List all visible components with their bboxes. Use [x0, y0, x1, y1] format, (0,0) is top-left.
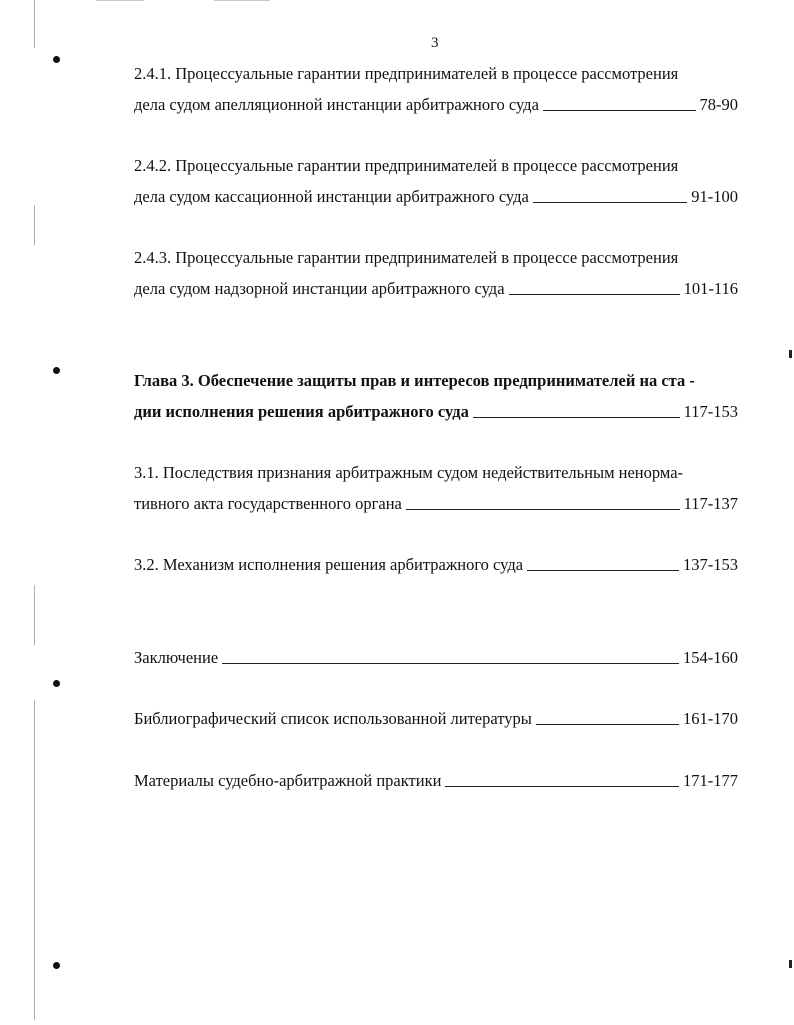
toc-entry-2-4-2-line2: дела судом кассационной инстанции арбитражного суда [134, 187, 529, 206]
toc-chapter-3-line2: дии исполнения решения арбитражного суда [134, 402, 469, 421]
punch-hole-mark [53, 680, 60, 687]
scan-artifact-margin-line [34, 700, 35, 1020]
toc-entry-2-4-1-line2: дела судом апелляционной инстанции арбитражного суда [134, 95, 539, 114]
toc-entry-3-1 [134, 494, 738, 514]
toc-entry-3-1-pages: 117-137 [683, 494, 738, 513]
leader-line [509, 293, 680, 295]
toc-entry-conclusion-pages: 154-160 [683, 648, 738, 667]
leader-line [536, 723, 679, 725]
leader-line [527, 569, 679, 571]
scan-artifact-top-line [214, 0, 270, 1]
toc-entry-2-4-3-line1: 2.4.3. Процессуальные гарантии предпринимателей в процессе рассмотрения [134, 248, 679, 267]
toc-entry-bibliography-pages: 161-170 [683, 709, 738, 728]
toc-entry-case-materials-pages: 171-177 [683, 771, 738, 790]
toc-entry-2-4-2-pages: 91-100 [691, 187, 738, 206]
toc-entry-3-2 [134, 555, 738, 575]
punch-hole-mark [53, 962, 60, 969]
leader-line [473, 416, 680, 418]
toc-entry-conclusion [134, 648, 738, 668]
toc-entry-bibliography-title: Библиографический список использованной литературы [134, 709, 532, 728]
leader-line [222, 662, 679, 664]
toc-chapter-3-pages: 117-153 [683, 402, 738, 421]
scan-artifact-edge-mark [789, 960, 792, 968]
toc-entry-3-2-pages: 137-153 [683, 555, 738, 574]
toc-entry-2-4-2 [134, 187, 738, 207]
page-number: 3 [431, 35, 439, 51]
scan-artifact-top-line [96, 0, 144, 1]
punch-hole-mark [53, 367, 60, 374]
punch-hole-mark [53, 56, 60, 63]
toc-entry-3-2-title: 3.2. Механизм исполнения решения арбитражного суда [134, 555, 524, 574]
toc-entry-case-materials-title: Материалы судебно-арбитражной практики [134, 771, 442, 790]
toc-chapter-3-line1: Глава 3. Обеспечение защиты прав и интересов предпринимателей на ста - [134, 371, 695, 390]
leader-line [543, 109, 696, 111]
toc-chapter-3 [134, 402, 738, 422]
leader-line [445, 785, 679, 787]
toc-entry-2-4-3-line2: дела судом надзорной инстанции арбитражного суда [134, 279, 505, 298]
toc-entry-2-4-1-pages: 78-90 [699, 95, 738, 114]
scan-artifact-edge-mark [789, 350, 792, 358]
toc-entry-bibliography [134, 709, 738, 729]
toc-entry-case-materials [134, 771, 738, 791]
toc-entry-2-4-1-line1: 2.4.1. Процессуальные гарантии предпринимателей в процессе рассмотрения [134, 64, 679, 83]
scan-artifact-margin-line [34, 0, 35, 48]
toc-entry-2-4-3-pages: 101-116 [683, 279, 738, 298]
toc-entry-2-4-1 [134, 95, 738, 115]
toc-entry-2-4-3 [134, 279, 738, 299]
leader-line [406, 508, 680, 510]
scan-artifact-margin-line [34, 585, 35, 645]
toc-entry-conclusion-title: Заключение [134, 648, 219, 667]
toc-entry-2-4-2-line1: 2.4.2. Процессуальные гарантии предпринимателей в процессе рассмотрения [134, 156, 679, 175]
toc-entry-3-1-line2: тивного акта государственного органа [134, 494, 402, 513]
leader-line [533, 201, 687, 203]
toc-entry-3-1-line1: 3.1. Последствия признания арбитражным судом недействительным ненорма- [134, 463, 684, 482]
scan-artifact-margin-line [34, 205, 35, 245]
